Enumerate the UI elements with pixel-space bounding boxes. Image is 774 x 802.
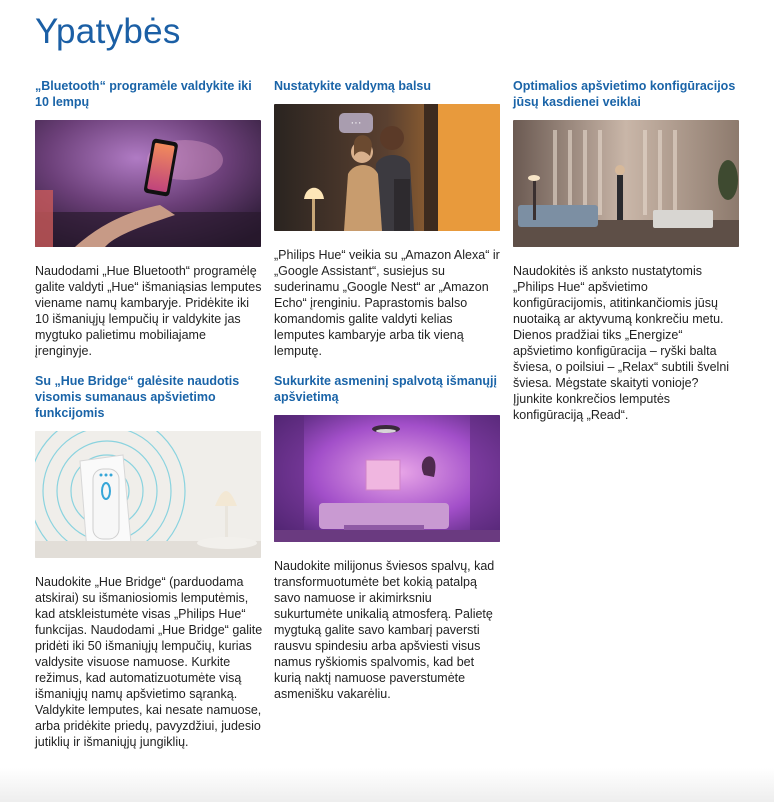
bottom-fade <box>0 768 774 802</box>
voice-bubble: ··· <box>339 113 373 133</box>
feature-column-1 <box>35 78 263 750</box>
feature-heading-hue-bridge: Su „Hue Bridge“ galėsite naudotis visomis sumanaus apšvietimo funkcijomis <box>35 374 240 420</box>
feature-heading-scenes: Optimalios apšvietimo konfigūracijos jūsų kasdienei veiklai <box>513 79 736 109</box>
feature-body-hue-bridge: Naudokite „Hue Bridge“ (parduodama atskirai) su išmaniosiomis lemputėmis, kad atskleistumėte visas „Philips Hue“ funkcijas. Naudodami „Hue Bridge“ galite pridėti iki 50 išmaniųjų lempučių, kurias valdysite visuose namuose. Kurkite režimus, kad automatizuotumėte visą išmaniųjų namų apšvietimo sąranką. Valdykite lemputes, kai nesate namuose, arba pridėkite priedų, pavyzdžiui, judesio jutiklių ir išmaniųjų jungiklių. <box>35 575 263 749</box>
living-room-photo <box>513 120 739 247</box>
feature-body-color: Naudokite milijonus šviesos spalvų, kad transformuotumėte bet kokią patalpą savo namuose ir akimirksniu sukurtumėte unikalią atmosferą. Palietę mygtuką galite savo kambarį paversti rausvu spindesiu arba apšviesti visus namus ryškiomis spalvomis, kad bet kurią naktį namuose paverstumėte asmenišku vakarėliu. <box>274 559 495 701</box>
page-title: Ypatybės <box>35 12 181 51</box>
phone-app-photo <box>35 120 261 247</box>
feature-heading-color: Sukurkite asmeninį spalvotą išmanųjį apšvietimą <box>274 374 497 404</box>
feature-body-scenes: Naudokitės iš anksto nustatytomis „Philips Hue“ apšvietimo konfigūracijomis, atitinkančiomis jūsų nuotaiką ar aktyvumą konkrečiu metu. Dienos pradžiai tiks „Energize“ apšvietimo konfigūracija – ryški balta šviesa, o poilsiui – „Relax“ subtili švelni šviesa. Mėgstate skaityti vonioje? Įjunkite konkrečios lemputės konfigūraciją „Read“. <box>513 264 730 422</box>
feature-column-2 <box>274 78 502 702</box>
voice-control-photo <box>274 104 500 231</box>
hue-bridge-photo <box>35 431 261 558</box>
feature-heading-voice: Nustatykite valdymą balsu <box>274 79 432 93</box>
feature-column-3 <box>513 78 741 423</box>
feature-body-voice: „Philips Hue“ veikia su „Amazon Alexa“ ir „Google Assistant“, susiejus su suderinamu „Google Nest“ ar „Amazon Echo“ įrenginiu. Paprastomis balso komandomis galite valdyti kelias lemputes kambaryje arba tik vieną lemputę. <box>274 248 500 358</box>
feature-body-bluetooth: Naudodami „Hue Bluetooth“ programėlę galite valdyti „Hue“ išmaniąsias lemputes viename namų kambaryje. Pridėkite iki 10 išmaniųjų lempučių ir valdykite jas mygtuko palietimu mobiliajame įrenginyje. <box>35 264 262 358</box>
color-room-photo <box>274 415 500 542</box>
feature-heading-bluetooth: „Bluetooth“ programėle valdykite iki 10 lempų <box>35 79 252 109</box>
